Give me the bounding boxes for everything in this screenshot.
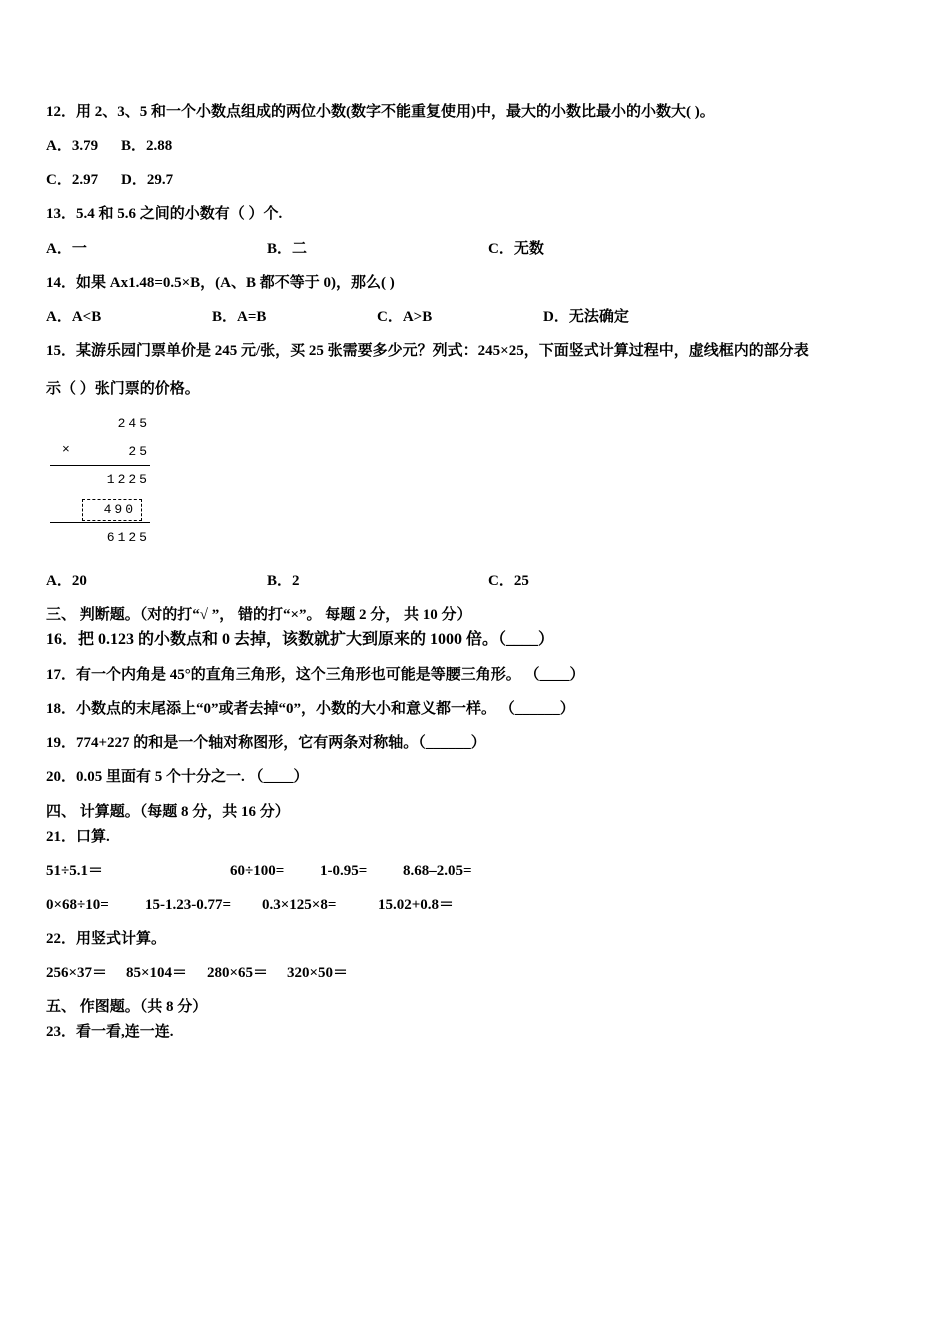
q21-item: 15.02+0.8＝ bbox=[378, 897, 455, 913]
q14-option-d[interactable]: D．无法确定 bbox=[543, 309, 629, 325]
calc-multiplicand: 245 bbox=[117, 416, 150, 431]
q15-stem-line2: 示（ ）张门票的价格。 bbox=[46, 381, 200, 397]
q12-option-c[interactable]: C．2.97 bbox=[46, 172, 99, 188]
q22-item: 280×65＝ bbox=[207, 965, 269, 981]
q14-option-c[interactable]: C．A>B bbox=[377, 309, 433, 325]
q22-item: 85×104＝ bbox=[126, 965, 188, 981]
q22-item: 256×37＝ bbox=[46, 965, 108, 981]
q22-item: 320×50＝ bbox=[287, 965, 349, 981]
q15-option-a[interactable]: A．20 bbox=[46, 573, 87, 589]
q15-option-b[interactable]: B．2 bbox=[267, 573, 300, 589]
q20-text: 20．0.05 里面有 5 个十分之一. （____） bbox=[46, 769, 309, 785]
q21-item: 15-1.23-0.77= bbox=[145, 897, 232, 913]
q12-option-d[interactable]: D．29.7 bbox=[121, 172, 174, 188]
calc-rule-top bbox=[50, 465, 150, 466]
q15-option-c[interactable]: C．25 bbox=[488, 573, 529, 589]
q16-text: 16．把 0.123 的小数点和 0 去掉，该数就扩大到原来的 1000 倍。（____） bbox=[46, 631, 555, 648]
calc-partial-product-1: 1225 bbox=[106, 472, 150, 487]
q12-stem: 12．用 2、3、5 和一个小数点组成的两位小数(数字不能重复使用)中，最大的小数比最小的小数大( )。 bbox=[46, 104, 715, 120]
q21-item: 8.68–2.05= bbox=[403, 863, 472, 879]
calc-rule-bottom bbox=[50, 522, 150, 523]
q12-option-a[interactable]: A．3.79 bbox=[46, 138, 99, 154]
q14-option-a[interactable]: A．A<B bbox=[46, 309, 102, 325]
q23-stem: 23．看一看,连一连. bbox=[46, 1024, 174, 1040]
section4-heading: 四、 计算题。（每题 8 分，共 16 分） bbox=[46, 804, 290, 820]
q13-option-a[interactable]: A．一 bbox=[46, 241, 87, 257]
q13-option-c[interactable]: C．无数 bbox=[488, 241, 544, 257]
q13-option-b[interactable]: B．二 bbox=[267, 241, 308, 257]
calc-times-sign: × bbox=[62, 442, 70, 457]
q21-item: 0.3×125×8= bbox=[262, 897, 337, 913]
section3-heading: 三、 判断题。（对的打“√ ”， 错的打“×”。 每题 2 分， 共 10 分） bbox=[46, 607, 472, 623]
calc-partial-product-2: 490 bbox=[103, 502, 136, 517]
q14-stem: 14．如果 Ax1.48=0.5×B，(A、B 都不等于 0)，那么( ) bbox=[46, 275, 395, 291]
q14-option-b[interactable]: B．A=B bbox=[212, 309, 267, 325]
q21-item: 0×68÷10= bbox=[46, 897, 109, 913]
section5-heading: 五、 作图题。（共 8 分） bbox=[46, 999, 208, 1015]
q13-stem: 13．5.4 和 5.6 之间的小数有（ ）个. bbox=[46, 206, 283, 222]
q21-item: 51÷5.1＝ bbox=[46, 863, 103, 879]
q22-stem: 22．用竖式计算。 bbox=[46, 931, 167, 947]
q15-stem-line1: 15．某游乐园门票单价是 245 元/张，买 25 张需要多少元？列式：245×25，下面竖式计算过程中，虚线框内的部分表 bbox=[46, 343, 809, 359]
q18-text: 18．小数点的末尾添上“0”或者去掉“0”，小数的大小和意义都一样。 （______） bbox=[46, 701, 575, 717]
q21-item: 60÷100= bbox=[230, 863, 285, 879]
calc-result: 6125 bbox=[106, 530, 150, 545]
q21-item: 1-0.95= bbox=[320, 863, 368, 879]
q19-text: 19．774+227 的和是一个轴对称图形，它有两条对称轴。（______） bbox=[46, 735, 486, 751]
q21-stem: 21．口算. bbox=[46, 829, 110, 845]
calc-multiplier: 25 bbox=[128, 444, 150, 459]
q12-option-b[interactable]: B．2.88 bbox=[121, 138, 173, 154]
vertical-multiplication bbox=[50, 412, 160, 552]
q17-text: 17．有一个内角是 45°的直角三角形，这个三角形也可能是等腰三角形。 （____） bbox=[46, 667, 585, 683]
